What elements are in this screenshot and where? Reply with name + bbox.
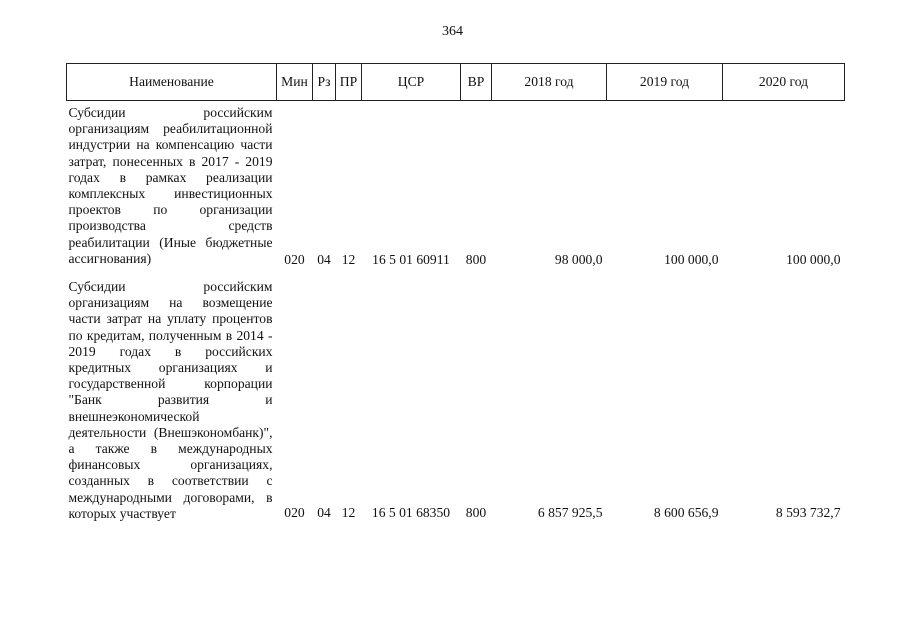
budget-table (66, 63, 845, 522)
header-2020: 2020 год (723, 64, 845, 101)
row-min: 020 (284, 252, 305, 268)
header-pr: ПР (336, 64, 362, 101)
row-vr: 800 (465, 252, 487, 268)
row-vr: 800 (465, 505, 487, 521)
row-amount-2020: 8 593 732,7 (775, 505, 841, 521)
header-rz: Рз (313, 64, 336, 101)
header-2019: 2019 год (607, 64, 723, 101)
table-row (67, 269, 845, 522)
header-name: Наименование (67, 64, 277, 101)
row-amount-2019: 8 600 656,9 (653, 505, 719, 521)
row-rz: 04 (317, 252, 331, 268)
header-2018: 2018 год (492, 64, 607, 101)
header-min: Мин (277, 64, 313, 101)
row-amount-2018: 98 000,0 (554, 252, 603, 268)
row-amount-2018: 6 857 925,5 (537, 505, 603, 521)
row-csr: 16 5 01 60911 (372, 252, 450, 268)
table-header-row (67, 64, 845, 101)
row-rz: 04 (317, 505, 331, 521)
header-csr: ЦСР (362, 64, 461, 101)
row-amount-2020: 100 000,0 (786, 252, 841, 268)
page-number: 364 (442, 24, 463, 39)
row-pr: 12 (341, 252, 356, 268)
table-row (67, 101, 845, 270)
row-csr: 16 5 01 68350 (371, 505, 451, 521)
row-name: Субсидии российским организациям реабилитационной индустрии на компенсацию части затрат, понесенных в 2017 - 2019 годах в рамках реализации комплексных инвестиционных проектов по организации производства средств реабилитации (Иные бюджетные ассигнования) (68, 105, 273, 266)
row-pr: 12 (341, 505, 356, 521)
row-amount-2019: 100 000,0 (664, 252, 719, 268)
row-name: Субсидии российским организациям на возмещение части затрат на уплату процентов по кредитам, полученным в 2014 - 2019 годах в российских кредитных организациях и государственной корпорации "Банк развития и внешнеэкономической деятельности (Внешэкономбанк)", а также в международных финансовых организациях, созданных в соответствии с международными договорами, в которых участвует (68, 279, 273, 521)
row-min: 020 (284, 505, 305, 521)
header-vr: ВР (461, 64, 492, 101)
